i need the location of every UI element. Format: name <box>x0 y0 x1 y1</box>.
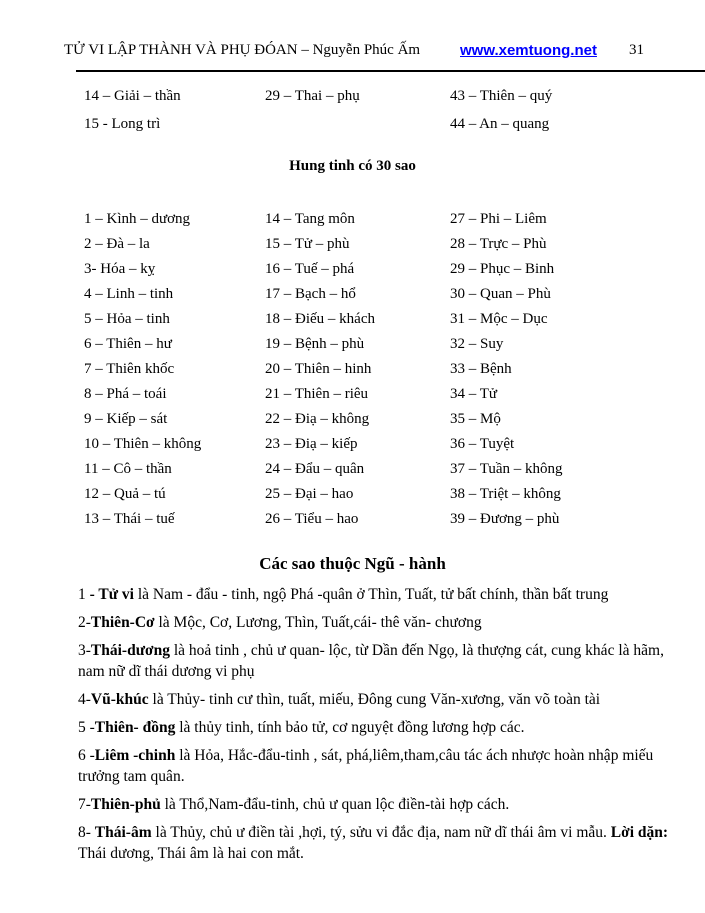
star-list-item: 22 – Điạ – không <box>265 411 370 427</box>
text-run: 3- <box>78 642 91 659</box>
star-list-item: 28 – Trực – Phù <box>450 236 547 252</box>
star-list-item: 20 – Thiên – hinh <box>265 361 372 377</box>
hung-tinh-column-1 <box>84 207 201 532</box>
star-list-item: 10 – Thiên – không <box>84 436 202 452</box>
text-run: - Tử vi <box>89 586 134 603</box>
star-list-item: 12 – Quả – tú <box>84 486 166 502</box>
cat-tinh-tail-column-1 <box>84 82 181 138</box>
star-list-item: 14 – Tang môn <box>265 211 355 227</box>
text-run: Thiên-phủ <box>90 796 161 813</box>
star-list-item: 2 – Đà – la <box>84 236 150 252</box>
star-list-item: 39 – Đương – phù <box>450 511 560 527</box>
star-list-item: 6 – Thiên – hư <box>84 336 172 352</box>
text-run: nam nữ dĩ thái dương vi phụ <box>78 663 255 680</box>
text-run: là Nam - đẩu - tinh, ngộ Phá -quân ở Thìn, Tuất, tử bất chính, thần bất trung <box>133 586 609 603</box>
hung-tinh-heading: Hung tinh có 30 sao <box>289 158 416 174</box>
star-list-item: 1 – Kình – dương <box>84 211 191 227</box>
hung-tinh-column-3 <box>450 207 563 532</box>
star-list-item: 25 – Đại – hao <box>265 486 354 502</box>
star-list-item: 35 – Mộ <box>450 411 501 427</box>
star-list-item: 21 – Thiên – riêu <box>265 386 369 402</box>
star-list-item: 16 – Tuế – phá <box>265 261 355 277</box>
website-link[interactable]: www.xemtuong.net <box>460 42 597 59</box>
text-run: Thái-âm <box>94 824 152 841</box>
star-list-item: 15 – Tử – phù <box>265 236 350 252</box>
text-run: 7- <box>78 796 91 813</box>
ngu-hanh-paragraphs <box>78 584 698 871</box>
text-run: 8- <box>78 824 95 841</box>
star-list-item: 23 – Điạ – kiếp <box>265 436 358 452</box>
star-list-item: 7 – Thiên khốc <box>84 361 175 377</box>
text-run: Vũ-khúc <box>90 691 149 708</box>
paragraph <box>78 584 698 605</box>
text-run: 4- <box>78 691 91 708</box>
star-list-item: 8 – Phá – toái <box>84 386 167 402</box>
star-list-item: 29 – Phục – Binh <box>450 261 555 277</box>
star-list-item: 34 – Tử <box>450 386 498 402</box>
header-divider-rule <box>76 70 705 72</box>
star-list-item: 32 – Suy <box>450 336 504 352</box>
star-list-item: 31 – Mộc – Dục <box>450 311 548 327</box>
star-list-item: 5 – Hỏa – tinh <box>84 311 170 327</box>
star-list-item: 30 – Quan – Phù <box>450 286 551 302</box>
paragraph <box>78 689 698 710</box>
text-run: là Hỏa, Hắc-đẩu-tinh , sát, phá,liêm,tham,câu tác ách nhược hoàn nhập miếu <box>175 747 654 764</box>
text-run: là Thổ,Nam-đẩu-tinh, chủ ư quan lộc điền-tài hợp cách. <box>160 796 510 813</box>
star-list-item: 3- Hóa – kỵ <box>84 261 156 277</box>
hung-tinh-column-2 <box>265 207 375 532</box>
star-list-item: 29 – Thai – phụ <box>265 88 360 104</box>
text-run: Thái dương, Thái âm là hai con mắt. <box>78 845 304 862</box>
text-run: là hoả tinh , chủ ư quan- lộc, từ Dần đến Ngọ, là thượng cát, cung khác là hãm, <box>169 642 664 659</box>
text-run: Thiên- đồng <box>94 719 176 736</box>
page-header-title: TỬ VI LẬP THÀNH VÀ PHỤ ĐÓAN – Nguyễn Phúc Ấm <box>64 42 421 58</box>
star-list-item: 19 – Bệnh – phù <box>265 336 365 352</box>
cat-tinh-tail-column-3 <box>450 82 552 138</box>
paragraph <box>78 612 698 633</box>
text-run: là Thủy- tinh cư thìn, tuất, miếu, Đông cung Văn-xương, văn võ toàn tài <box>148 691 601 708</box>
paragraph <box>78 640 698 682</box>
page-number: 31 <box>629 42 644 58</box>
text-run: 6 - <box>78 747 95 764</box>
star-list-item: 36 – Tuyệt <box>450 436 515 452</box>
paragraph <box>78 745 698 787</box>
paragraph <box>78 794 698 815</box>
star-list-item: 9 – Kiếp – sát <box>84 411 168 427</box>
text-run: là thủy tinh, tính bảo tử, cơ nguyệt đồng lương hợp các. <box>175 719 525 736</box>
text-run: là Thủy, chủ ư điền tài ,hợi, tý, sửu vi đắc địa, nam nữ dĩ thái âm vi mẫu. <box>151 824 611 841</box>
star-list-item: 44 – An – quang <box>450 116 550 132</box>
ngu-hanh-heading: Các sao thuộc Ngũ - hành <box>259 554 446 573</box>
star-list-item: 24 – Đẩu – quân <box>265 461 365 477</box>
paragraph <box>78 822 698 864</box>
star-list-item: 13 – Thái – tuế <box>84 511 175 527</box>
text-run: trưởng tam quân. <box>78 768 185 785</box>
star-list-item: 4 – Linh – tinh <box>84 286 174 302</box>
text-run: Lời dặn: <box>610 824 669 841</box>
cat-tinh-tail-column-2 <box>265 82 360 110</box>
star-list-item: 11 – Cô – thần <box>84 461 172 477</box>
text-run: Thái-dương <box>90 642 170 659</box>
paragraph <box>78 717 698 738</box>
star-list-item: 37 – Tuần – không <box>450 461 563 477</box>
star-list-item: 17 – Bạch – hổ <box>265 286 356 302</box>
star-list-item: 33 – Bệnh <box>450 361 512 377</box>
text-run: Liêm -chinh <box>94 747 176 764</box>
star-list-item: 18 – Điếu – khách <box>265 311 375 327</box>
text-run: là Mộc, Cơ, Lương, Thìn, Tuất,cái- thê văn- chương <box>154 614 482 631</box>
star-list-item: 27 – Phi – Liêm <box>450 211 547 227</box>
text-run: 2- <box>78 614 91 631</box>
star-list-item: 43 – Thiên – quý <box>450 88 553 104</box>
text-run: 1 <box>78 586 90 603</box>
star-list-item: 38 – Triệt – không <box>450 486 561 502</box>
text-run: 5 - <box>78 719 95 736</box>
star-list-item: 26 – Tiểu – hao <box>265 511 359 527</box>
star-list-item: 15 - Long trì <box>84 116 161 132</box>
star-list-item: 14 – Giải – thần <box>84 88 181 104</box>
text-run: Thiên-Cơ <box>90 614 155 631</box>
